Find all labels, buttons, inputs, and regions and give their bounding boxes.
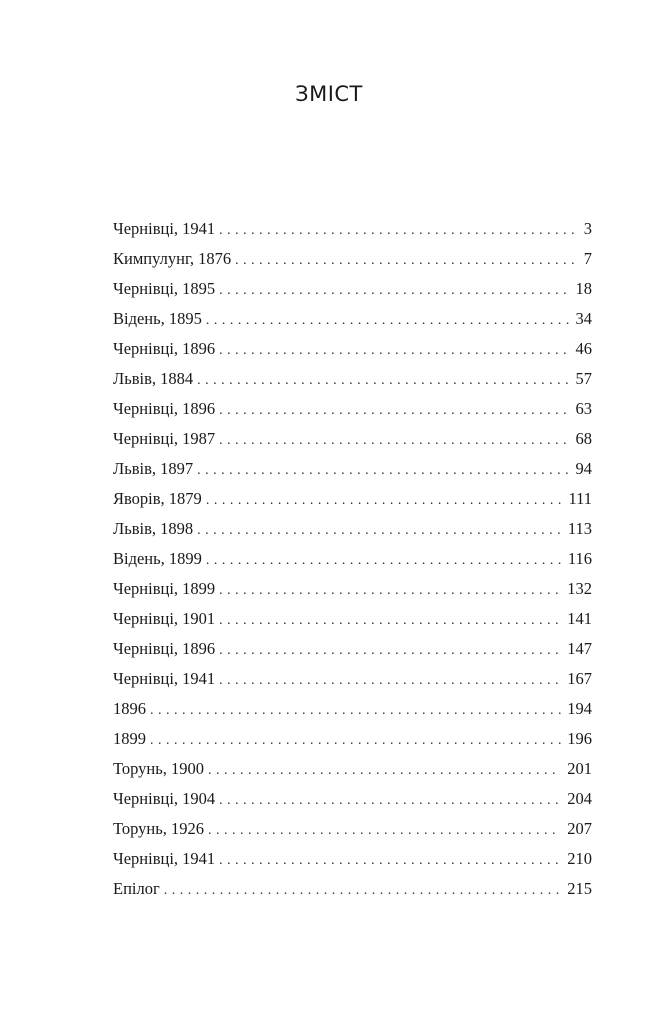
dot-leader bbox=[235, 253, 578, 269]
dot-leader bbox=[219, 343, 569, 359]
toc-entry bbox=[113, 279, 592, 309]
toc-entry bbox=[113, 579, 592, 609]
dot-leader bbox=[219, 643, 561, 659]
toc-entry-title: Відень, 1899 bbox=[113, 549, 202, 568]
toc-entry-page: 141 bbox=[567, 609, 592, 628]
toc-entry bbox=[113, 489, 592, 519]
toc-entry bbox=[113, 549, 592, 579]
dot-leader bbox=[164, 883, 562, 899]
toc-entry-title: Чернівці, 1941 bbox=[113, 849, 216, 868]
dot-leader bbox=[219, 853, 561, 869]
dot-leader bbox=[206, 313, 570, 329]
dot-leader bbox=[208, 763, 561, 779]
dot-leader bbox=[219, 583, 561, 599]
dot-leader bbox=[208, 823, 561, 839]
dot-leader bbox=[197, 373, 569, 389]
toc-entry-title: Львів, 1884 bbox=[113, 369, 194, 388]
toc-entry bbox=[113, 849, 592, 879]
toc-entry-page: 57 bbox=[575, 369, 592, 388]
toc-entry bbox=[113, 309, 592, 339]
toc-entry-title: 1896 bbox=[113, 699, 146, 718]
toc-entry-page: 18 bbox=[575, 279, 592, 298]
toc-entry-page: 167 bbox=[567, 669, 592, 688]
toc-entry bbox=[113, 819, 592, 849]
toc-entry-page: 63 bbox=[575, 399, 592, 418]
toc-entry-title: Чернівці, 1987 bbox=[113, 429, 216, 448]
toc-entry-title: Епілог bbox=[113, 879, 160, 898]
toc-entry-page: 68 bbox=[575, 429, 592, 448]
dot-leader bbox=[219, 793, 561, 809]
toc-entry bbox=[113, 429, 592, 459]
toc-entry-title: Яворів, 1879 bbox=[113, 489, 202, 508]
toc-entry bbox=[113, 669, 592, 699]
toc-entry bbox=[113, 639, 592, 669]
dot-leader bbox=[219, 433, 569, 449]
toc-entry-title: Чернівці, 1904 bbox=[113, 789, 216, 808]
toc-entry bbox=[113, 339, 592, 369]
toc-entry-page: 3 bbox=[583, 219, 592, 238]
dot-leader bbox=[150, 733, 561, 749]
toc-entry-page: 210 bbox=[567, 849, 592, 868]
toc-entry bbox=[113, 789, 592, 819]
toc-entry-title: Львів, 1897 bbox=[113, 459, 194, 478]
toc-entry bbox=[113, 759, 592, 789]
toc-entry-title: Чернівці, 1896 bbox=[113, 399, 216, 418]
toc-entry-page: 215 bbox=[567, 879, 592, 898]
toc-entry-page: 113 bbox=[567, 519, 592, 538]
toc-entry-page: 201 bbox=[567, 759, 592, 778]
dot-leader bbox=[219, 613, 561, 629]
toc-entry bbox=[113, 519, 592, 549]
toc-entry-title: Чернівці, 1941 bbox=[113, 219, 216, 238]
dot-leader bbox=[197, 523, 562, 539]
toc-entry bbox=[113, 459, 592, 489]
toc-entry bbox=[113, 699, 592, 729]
toc-entry-page: 196 bbox=[567, 729, 592, 748]
toc-entry-title: Чернівці, 1896 bbox=[113, 339, 216, 358]
toc-entry bbox=[113, 399, 592, 429]
toc-entry bbox=[113, 249, 592, 279]
toc-entry bbox=[113, 369, 592, 399]
toc-entry-title: Львів, 1898 bbox=[113, 519, 194, 538]
toc-entry-page: 147 bbox=[567, 639, 592, 658]
toc-entry-page: 34 bbox=[575, 309, 592, 328]
dot-leader bbox=[219, 283, 569, 299]
toc-entry-title: Торунь, 1900 bbox=[113, 759, 204, 778]
toc-entry-page: 194 bbox=[567, 699, 592, 718]
toc-entry-title: Чернівці, 1896 bbox=[113, 639, 216, 658]
dot-leader bbox=[219, 223, 578, 239]
toc-entry-page: 94 bbox=[575, 459, 592, 478]
toc-entry bbox=[113, 879, 592, 909]
toc-entry bbox=[113, 729, 592, 759]
toc-entry bbox=[113, 219, 592, 249]
toc-entry-title: Торунь, 1926 bbox=[113, 819, 204, 838]
toc-entry-page: 132 bbox=[567, 579, 592, 598]
dot-leader bbox=[206, 493, 563, 509]
table-of-contents bbox=[113, 219, 592, 909]
page-title: ЗМІСТ bbox=[295, 82, 363, 106]
toc-entry-page: 204 bbox=[567, 789, 592, 808]
dot-leader bbox=[197, 463, 569, 479]
toc-entry-page: 207 bbox=[567, 819, 592, 838]
toc-entry-page: 116 bbox=[567, 549, 592, 568]
dot-leader bbox=[206, 553, 562, 569]
toc-entry-title: 1899 bbox=[113, 729, 146, 748]
toc-entry-title: Чернівці, 1941 bbox=[113, 669, 216, 688]
toc-entry-page: 111 bbox=[568, 489, 592, 508]
dot-leader bbox=[219, 403, 569, 419]
toc-entry-title: Чернівці, 1901 bbox=[113, 609, 216, 628]
dot-leader bbox=[219, 673, 561, 689]
toc-entry-page: 7 bbox=[583, 249, 592, 268]
toc-entry-title: Відень, 1895 bbox=[113, 309, 202, 328]
toc-entry-title: Кимпулунг, 1876 bbox=[113, 249, 232, 268]
toc-entry-title: Чернівці, 1895 bbox=[113, 279, 216, 298]
toc-entry-title: Чернівці, 1899 bbox=[113, 579, 216, 598]
toc-entry bbox=[113, 609, 592, 639]
toc-entry-page: 46 bbox=[575, 339, 592, 358]
dot-leader bbox=[150, 703, 561, 719]
